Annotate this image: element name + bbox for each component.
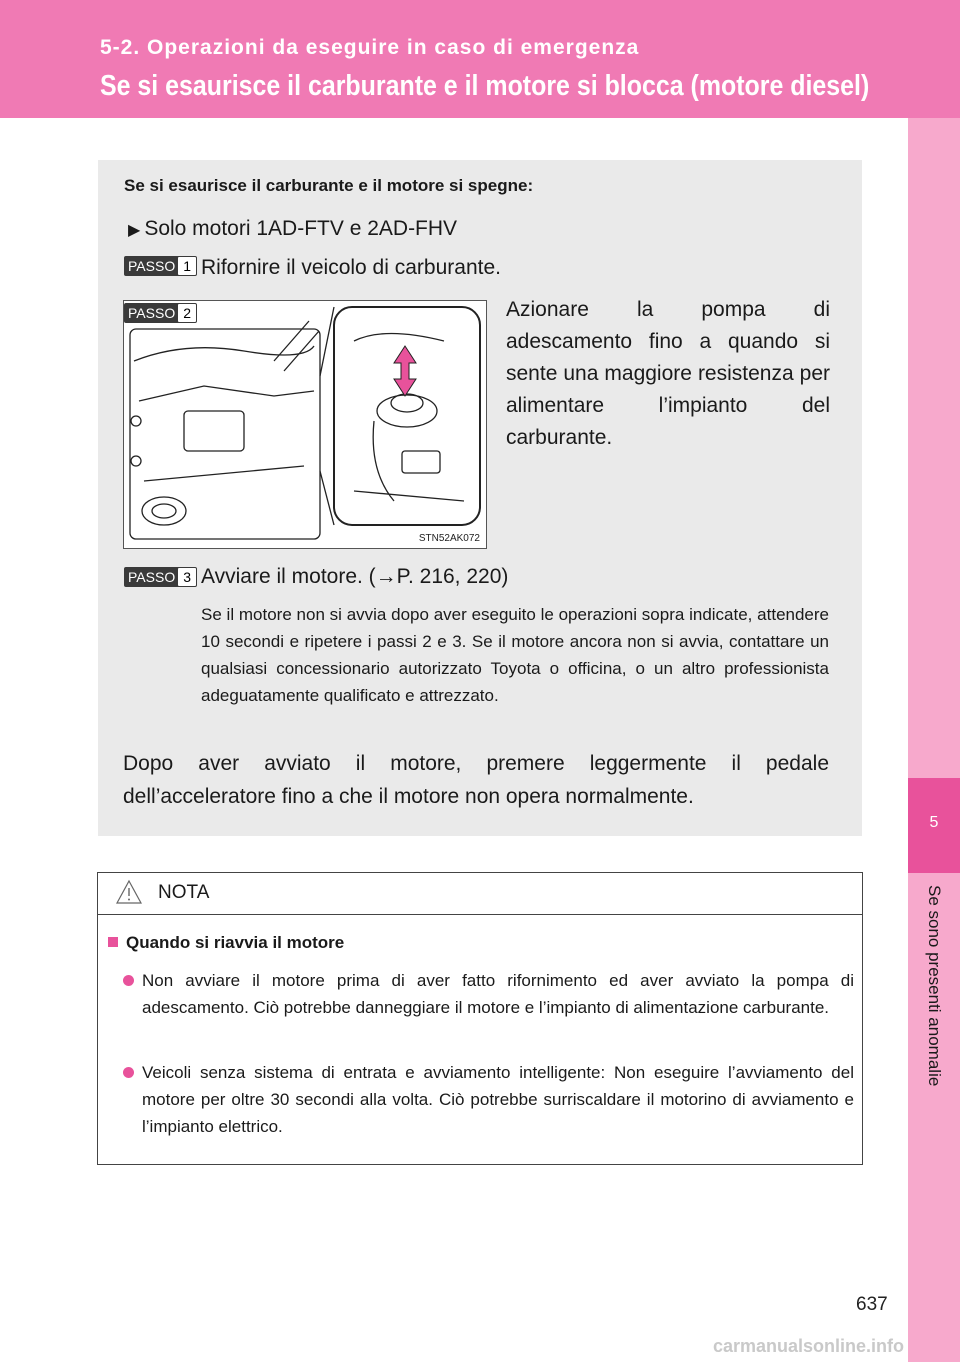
step-badge-3 (124, 567, 197, 587)
step-badge-label: PASSO (128, 258, 176, 274)
step-badge-label: PASSO (128, 569, 176, 585)
section-title: 5-2. Operazioni da eseguire in caso di emergenza (100, 36, 640, 59)
nota-header (98, 873, 862, 915)
step-badge-number: 3 (178, 568, 196, 586)
engine-bay-drawing (124, 301, 486, 548)
nota-bullet (142, 1059, 854, 1140)
page-header (0, 0, 960, 118)
step-3-note: Se il motore non si avvia dopo aver eseguito le operazioni sopra indicate, attendere 10 secondi e ripetere i passi 2 e 3. Se il motore ancora non si avvia, contattare un qualsiasi concessionario autorizzato Toyota o officina, o un altro professionista adeguatamente qualificato e attrezzato. (201, 605, 829, 705)
dot-bullet-icon (123, 975, 134, 986)
chapter-tab[interactable] (908, 778, 960, 873)
nota-bullet-text: Non avviare il motore prima di aver fatto rifornimento ed aver avviato la pompa di adescamento. Ciò potrebbe danneggiare il motore e l’impianto di alimentazione carburante. (142, 971, 854, 1017)
figure-code: STN52AK072 (418, 533, 480, 544)
after-start-text: Dopo aver avviato il motore, premere leggermente il pedale dell’acceleratore fino a che il motore non opera normalmente. (123, 752, 829, 808)
footer-watermark: carmanualsonline.info (713, 1336, 905, 1356)
step-badge-1 (124, 256, 197, 276)
page-title: Se si esaurisce il carburante e il motore si blocca (motore diesel) (100, 70, 870, 102)
step-badge-number: 1 (178, 257, 196, 275)
step-1-text: Rifornire il veicolo di carburante. (201, 256, 501, 279)
side-tab (908, 118, 960, 1362)
dot-bullet-icon (123, 1067, 134, 1078)
page-number: 637 (856, 1294, 888, 1315)
step-3-text: Avviare il motore. (→P. 216, 220) (201, 565, 509, 588)
square-bullet-icon (108, 937, 118, 947)
nota-subtitle (108, 933, 344, 953)
warning-icon (116, 879, 142, 905)
nota-subtitle-text: Quando si riavvia il motore (126, 933, 345, 952)
step-badge-number: 2 (178, 304, 196, 322)
triangle-right-icon: ▶ (128, 222, 141, 239)
nota-label: NOTA (158, 882, 210, 903)
chapter-label: Se sono presenti anomalie (925, 885, 944, 1087)
step-2-text: Azionare la pompa di adescamento fino a quando si sente una maggiore resistenza per alimentare l’impianto del carburante. (506, 298, 830, 449)
nota-bullet (142, 967, 854, 1021)
step-badge-label: PASSO (128, 305, 176, 321)
nota-bullet-text: Veicoli senza sistema di entrata e avviamento intelligente: Non eseguire l’avviamento del motore per oltre 30 secondi alla volta. Ciò potrebbe surriscaldare il motorino di avviamento e l’impianto elettrico. (142, 1063, 854, 1136)
procedure-subhead: Se si esaurisce il carburante e il motore si spegne: (124, 176, 534, 195)
nota-box (97, 872, 863, 1165)
engine-text: Solo motori 1AD-FTV e 2AD-FHV (144, 217, 458, 240)
engine-illustration (123, 300, 487, 549)
engine-applicability (128, 217, 457, 241)
chapter-number: 5 (929, 814, 939, 831)
